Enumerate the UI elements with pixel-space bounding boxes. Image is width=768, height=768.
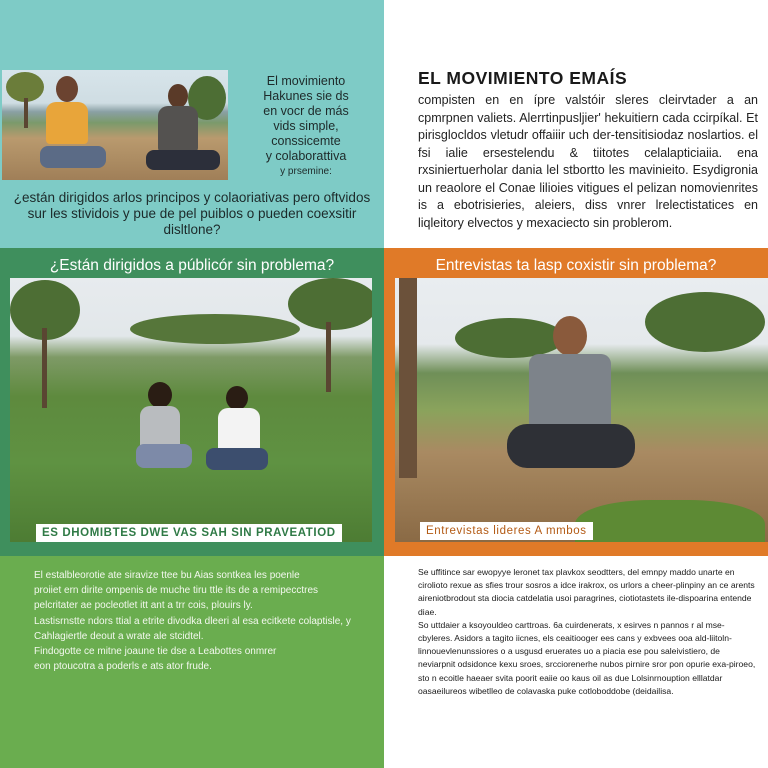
text-line: Cahlagiertle deout a wrate ale stcidtel. [34, 630, 204, 642]
intro-line: y colaborattiva [265, 149, 347, 163]
section-heading-right: Entrevistas ta lasp coxistir sin problema? [435, 257, 717, 274]
tree-trunk [24, 98, 28, 128]
article-body: compisten en en ípre valstóir sleres cleirvtader a an cpmrpnen valiets. Alerrtinpusljier' hekuitiern cada ccirpíkal. Et pirisglocldos vletudr offaiiir uch der-tensitisiodaz noslartios. el fsi ialie ersestelendu & tiitotes celalapticiaiia. ena rxsiniertuerholar dania lel stbortto les mavinieito. Esydigronia un reaolore el Conae lilioies vitigues el pelizan nomovienrites is a ebotrisieries, aleiers, diss vnrer lrelectistatices en liqleitory elvectos y mexaciecto sin problerom. [418, 93, 758, 230]
article-title: EL MOVIMIENTO EMAÍS [418, 68, 628, 88]
intro-line: vids simple, [273, 119, 339, 133]
man-dark-shirt [146, 84, 222, 180]
paragraph: So uttdaier a ksoyouldeo carttroas. 6a cuirdenerats, x esirves n pannos r al mse-cbyleres. Asidors a tagito iicnes, els ceaitiooger ees cans y exbvees ooa ald-liitoln-linnouevlenunssiores o a usgusd eruerates uo a piacia ese pou saleivistiero, de neviarpnit odsidonce kexu sroes, srcciorenerhe nubos pirnire sror pon opurie exa-piroeo, sto n ecoitle haeaer svita poorit eaiie oo kaus oil as due Lolsinrnouption elllatdar oasaeilureos wibetlleo de colavaska puke cotloboddobe (deidailisa. [418, 619, 756, 696]
text-line: proiiet ern dirite ompenis de muche tiru ttle its de a remipecctres [34, 585, 319, 597]
grass-patch [575, 500, 765, 542]
man-yellow-shirt [40, 76, 110, 180]
person-white-shirt [206, 386, 270, 472]
tree-trunk [326, 322, 331, 392]
smiling-man-grey-shirt [507, 316, 635, 486]
movement-intro [232, 74, 380, 179]
photo-two-men-talking [2, 70, 228, 180]
paragraph: Se uffitince sar ewopyye leronet tax plavkox seodtters, del emnpy maddo unarte en cirolioto rexue as sfies trour sosros a idce irakrox, os urlors a cheer-plinpiny an ce arents aireniotbrodout sta diocia catdelatia usoi paragrines, ciotiotastets ile-dispoarina entende diae. [418, 567, 755, 617]
tree-shape [645, 292, 765, 352]
section-heading-left: ¿Están dirigidos a públicór sin problema? [49, 257, 335, 274]
text-line: El estalbleorotie ate siravize ttee bu Aias sontkea les poenle [34, 570, 300, 581]
intro-line: El movimiento [266, 74, 346, 88]
intro-line: conssicemte [271, 134, 341, 148]
principles-question: ¿están dirigidos arlos principos y colaoriativas pero oftvidos sur les stividois y pue de pel puiblos o pueden coexsitir disltlone? [13, 190, 371, 237]
text-line: Findogotte ce mitne joaune tie dse a Leabottes onmrer [34, 646, 277, 658]
photo-man-sitting-on-dirt [395, 278, 768, 542]
person-grey-shirt [136, 382, 196, 472]
photo-caption-right: Entrevistas lideres A mmbos [420, 522, 593, 540]
bottom-right-text [418, 566, 758, 698]
text-line: Lastisrnstte ndors ttial a etrite divodka dleeri al esa ecitkete colaptisle, y [34, 615, 351, 627]
photo-caption-left: ES DHOMIBTES DWE VAS SAH SIN PRAVEATIOD [36, 524, 342, 542]
tree-trunk [42, 328, 47, 408]
treeline-shape [130, 314, 300, 344]
intro-line: en vocr de más [263, 104, 349, 118]
intro-line: Hakunes sie ds [263, 89, 349, 103]
text-line: pelcritater ae pocleotlet itt ant a trr cois, plouirs ly. [34, 600, 253, 612]
photo-two-people-in-field [10, 278, 372, 542]
tree-trunk [399, 278, 417, 478]
text-line: eon ptoucotra a poderls e ats ator frude. [34, 661, 212, 673]
intro-line: y prsemine: [280, 166, 332, 177]
bottom-left-text [34, 568, 364, 674]
